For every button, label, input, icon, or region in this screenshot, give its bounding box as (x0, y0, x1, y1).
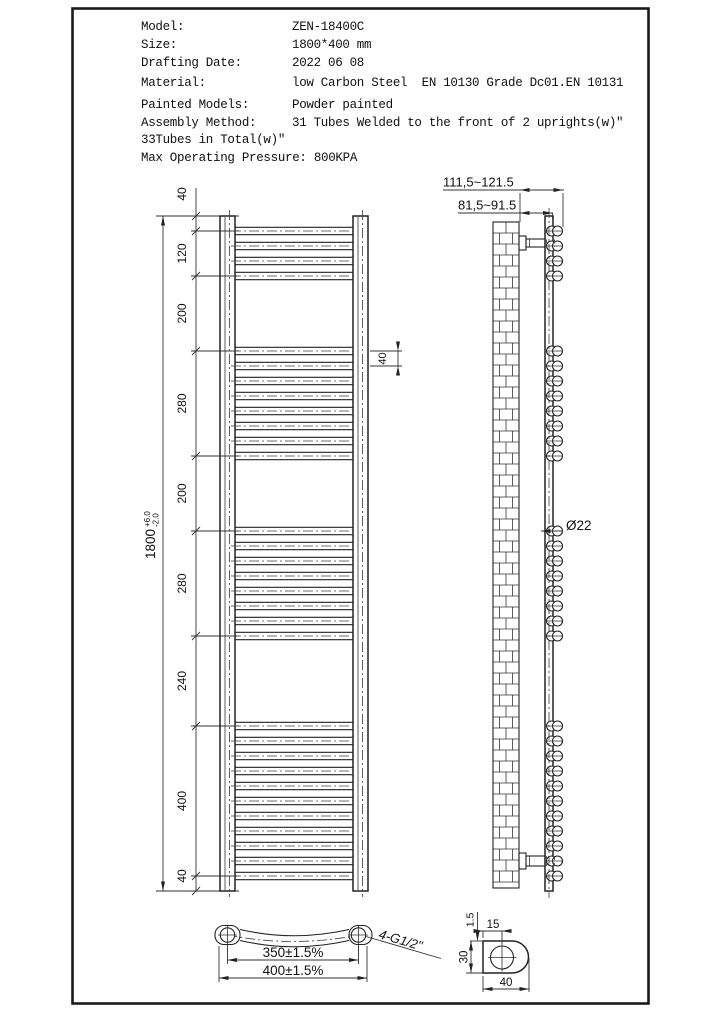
spec-row-value: 31 Tubes Welded to the front of 2 uprights(w)" (292, 116, 624, 130)
wall-thickness-label: 1.5 (464, 912, 477, 928)
chain-dim-label: 240 (175, 670, 189, 692)
centers-dim-label: 350±1.5% (262, 945, 324, 960)
chain-dim-label: 400 (175, 790, 189, 812)
spec-row-label: Model: (141, 20, 185, 34)
wall-bracket (519, 853, 526, 869)
chain-dim-label: 280 (175, 393, 189, 414)
wall-bracket (519, 236, 526, 250)
spec-row-label: Size: (141, 38, 178, 52)
chain-dim-label: 200 (175, 303, 189, 324)
overall-dim-label (143, 511, 161, 559)
chain-dim-label: 40 (175, 869, 189, 883)
side-view (443, 175, 592, 899)
overall-width-label: 400±1.5% (262, 963, 324, 978)
width-dim-label: 40 (499, 977, 513, 989)
offset-dim-label: 15 (486, 919, 500, 931)
front-view (143, 187, 402, 897)
spec-row-label: Assembly Method: (141, 116, 257, 130)
spec-row-value: Powder painted (292, 98, 393, 112)
curved-rail (240, 930, 349, 936)
connection-label: 4-G1/2" (377, 926, 424, 954)
spec-row-value: 1800*400 mm (292, 38, 372, 52)
overall-dim-value: 1800 (143, 529, 158, 560)
spec-row-label: 33Tubes in Total(w)" (141, 133, 286, 147)
chain-dim-label: 40 (175, 187, 189, 201)
spec-row-value: 2022 06 08 (292, 56, 365, 70)
detail-view (459, 912, 530, 992)
tube-pitch-label: 40 (377, 352, 389, 365)
spec-row-label: Material: (141, 76, 206, 90)
spec-row-label: Drafting Date: (141, 56, 242, 70)
chain-dim-label: 280 (175, 573, 189, 594)
chain-dim-label: 120 (175, 243, 189, 264)
overall-dim-tol-plus: +6.0 (143, 511, 152, 527)
tube-diameter-label: Ø22 (566, 518, 592, 533)
height-dim-label: 30 (458, 950, 471, 964)
mount-depth-outer-label: 111,5~121.5 (443, 174, 514, 190)
mount-depth-inner-label: 81,5~91.5 (458, 197, 517, 213)
chain-dim-label: 200 (175, 483, 189, 504)
bottom-view (215, 926, 441, 983)
overall-dim-tol-minus: -2.0 (151, 513, 161, 527)
spec-row-value: low Carbon Steel EN 10130 Grade Dc01.EN 10131 (292, 76, 624, 90)
drawing-border (73, 9, 649, 1004)
spec-row-label: Painted Models: (141, 98, 250, 112)
spec-row-value: ZEN-18400C (292, 20, 365, 34)
spec-row-label: Max Operating Pressure: 800KPA (141, 151, 358, 165)
